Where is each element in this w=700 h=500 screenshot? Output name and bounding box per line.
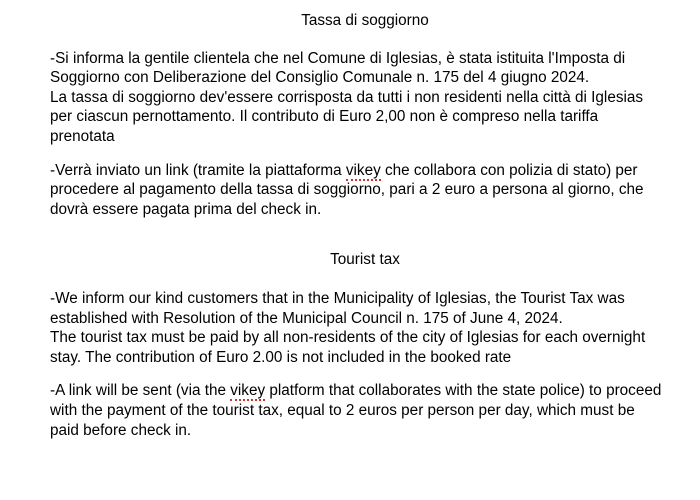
text-line: per ciascun pernottamento. Il contributo di Euro 2,00 non è compreso nella tariffa <box>50 108 599 126</box>
text-line <box>50 381 680 401</box>
text-line: Soggiorno con Deliberazione del Consiglio Comunale n. 175 del 4 giugno 2024. <box>50 69 590 87</box>
text-line: procedere al pagamento della tassa di soggiorno, pari a 2 euro a persona al giorno, che <box>50 181 644 199</box>
misspelled-word-vikey: vikey <box>230 382 266 400</box>
title-italian: Tassa di soggiorno <box>301 12 429 29</box>
paragraph-italian-payment <box>50 161 680 220</box>
text-line: with the payment of the tourist tax, equal to 2 euros per person per day, which must be <box>50 401 635 419</box>
text-line: prenotata <box>50 127 115 145</box>
title-english: Tourist tax <box>330 251 400 269</box>
paragraph-english-info <box>50 289 680 367</box>
text-line: established with Resolution of the Municipal Council n. 175 of June 4, 2024. <box>50 309 563 327</box>
text-line: dovrà essere pagata prima del check in. <box>50 200 322 218</box>
text-run: platform that collaborates with the state police) to proceed <box>265 382 662 400</box>
text-line: La tassa di soggiorno dev'essere corrisposta da tutti i non residenti nella città di Iglesias <box>50 88 644 106</box>
text-line: paid before check in. <box>50 421 192 439</box>
paragraph-english-payment <box>50 381 680 440</box>
text-line: -Si informa la gentile clientela che nel Comune di Iglesias, è stata istituita l'Imposta di <box>50 49 626 67</box>
text-line: -We inform our kind customers that in the Municipality of Iglesias, the Tourist Tax was <box>50 289 625 307</box>
text-run: -Verrà inviato un link (tramite la piattaforma <box>50 161 346 179</box>
text-line <box>50 161 680 181</box>
paragraph-italian-info <box>50 49 680 147</box>
text-run: che collabora con polizia di stato) per <box>380 161 638 179</box>
misspelled-word-vikey: vikey <box>345 161 381 179</box>
text-line: The tourist tax must be paid by all non-residents of the city of Iglesias for each overnight <box>50 329 646 347</box>
text-run: -A link will be sent (via the <box>50 382 231 400</box>
text-line: stay. The contribution of Euro 2.00 is not included in the booked rate <box>50 348 512 366</box>
